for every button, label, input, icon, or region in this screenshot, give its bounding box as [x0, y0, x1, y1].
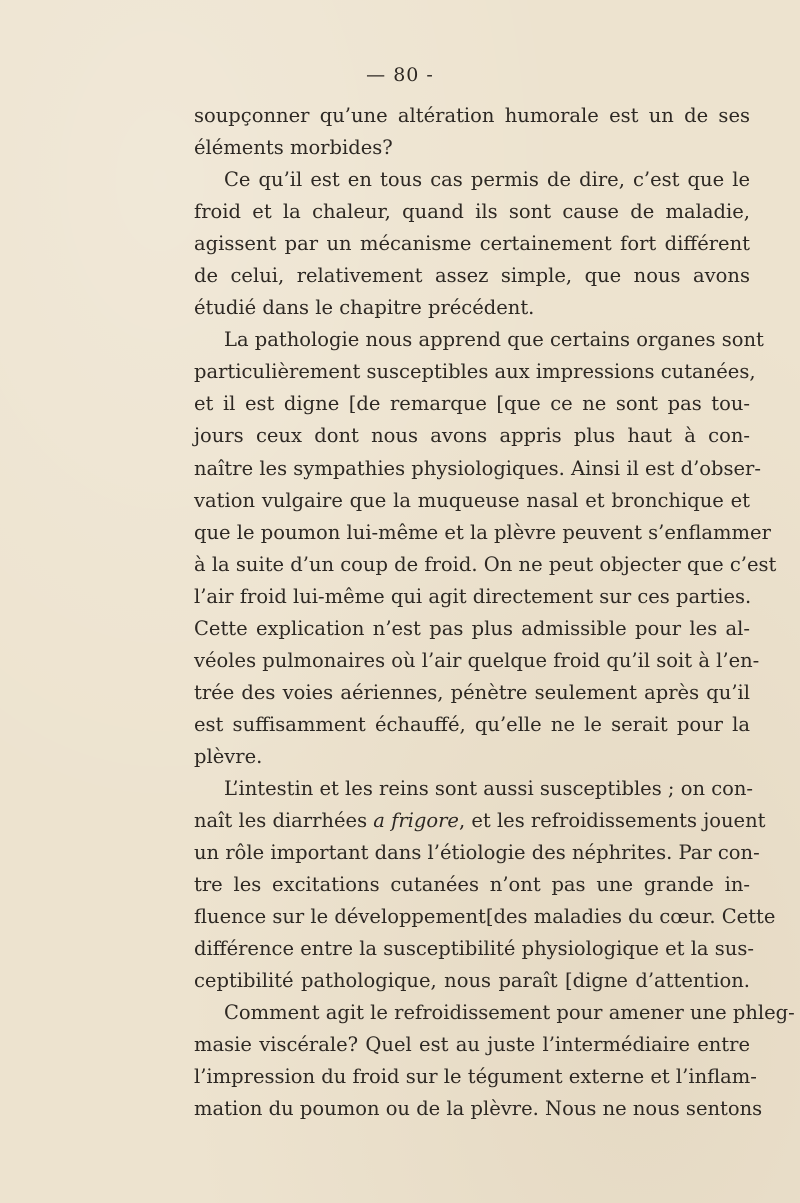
text-line: plèvre.: [194, 744, 263, 768]
text-line: mation du poumon ou de la plèvre. Nous ne nous sentons: [194, 1097, 763, 1121]
text-line: agissent par un mécanisme certainement fort différent: [194, 232, 750, 256]
text-line: étudié dans le chapitre précédent.: [194, 296, 535, 320]
text-line: de celui, relativement assez simple, que nous avons: [194, 264, 750, 288]
text-line: est suffisamment échauffé, qu’elle ne le serait pour la: [194, 712, 750, 736]
text-line: l’air froid lui-même qui agit directement sur ces parties.: [194, 584, 752, 608]
text-line: trée des voies aériennes, pénètre seulement après qu’il: [194, 680, 750, 704]
text-line: vation vulgaire que la muqueuse nasal et bronchique et: [194, 488, 750, 512]
page-number: — 80 -: [366, 64, 434, 86]
text-line: Ce qu’il est en tous cas permis de dire, c’est que le: [224, 168, 750, 192]
text-line: Cette explication n’est pas plus admissible pour les al-: [194, 616, 750, 640]
text-line: véoles pulmonaires où l’air quelque froid qu’il soit à l’en-: [194, 648, 760, 672]
text-line: [194, 805, 766, 837]
text-line: L’intestin et les reins sont aussi susceptibles ; on con-: [224, 776, 754, 800]
text-line: jours ceux dont nous avons appris plus haut à con-: [194, 424, 750, 448]
text-line: Comment agit le refroidissement pour amener une phleg-: [224, 1001, 795, 1025]
text-line: froid et la chaleur, quand ils sont cause de maladie,: [194, 200, 750, 224]
text-segment: naît les diarrhées: [194, 809, 374, 833]
text-line: tre les excitations cutanées n’ont pas une grande in-: [194, 873, 750, 897]
text-line: masie viscérale? Quel est au juste l’intermédiaire entre: [194, 1033, 750, 1057]
text-line: l’impression du froid sur le tégument externe et l’inflam-: [194, 1065, 757, 1089]
body-text: [194, 100, 795, 1126]
text-line: particulièrement susceptibles aux impressions cutanées,: [194, 360, 756, 384]
text-segment: , et les refroidissements jouent: [458, 809, 766, 833]
text-line: naître les sympathies physiologiques. Ainsi il est d’obser-: [194, 456, 761, 480]
text-line: à la suite d’un coup de froid. On ne peut objecter que c’est: [194, 552, 777, 576]
text-line: soupçonner qu’une altération humorale est un de ses: [194, 104, 750, 127]
text-line: La pathologie nous apprend que certains organes sont: [224, 328, 764, 352]
text-line: et il est digne [de remarque [que ce ne sont pas tou-: [194, 392, 750, 416]
text-line: ceptibilité pathologique, nous paraît [digne d’attention.: [194, 969, 750, 993]
italic-text: a frigore: [373, 809, 459, 833]
text-line: éléments morbides?: [194, 136, 393, 160]
text-line: fluence sur le développement[des maladies du cœur. Cette: [194, 905, 776, 929]
text-line: un rôle important dans l’étiologie des néphrites. Par con-: [194, 841, 760, 865]
text-line: que le poumon lui-même et la plèvre peuvent s’enflammer: [194, 520, 771, 544]
text-line: différence entre la susceptibilité physiologique et la sus-: [194, 937, 754, 961]
